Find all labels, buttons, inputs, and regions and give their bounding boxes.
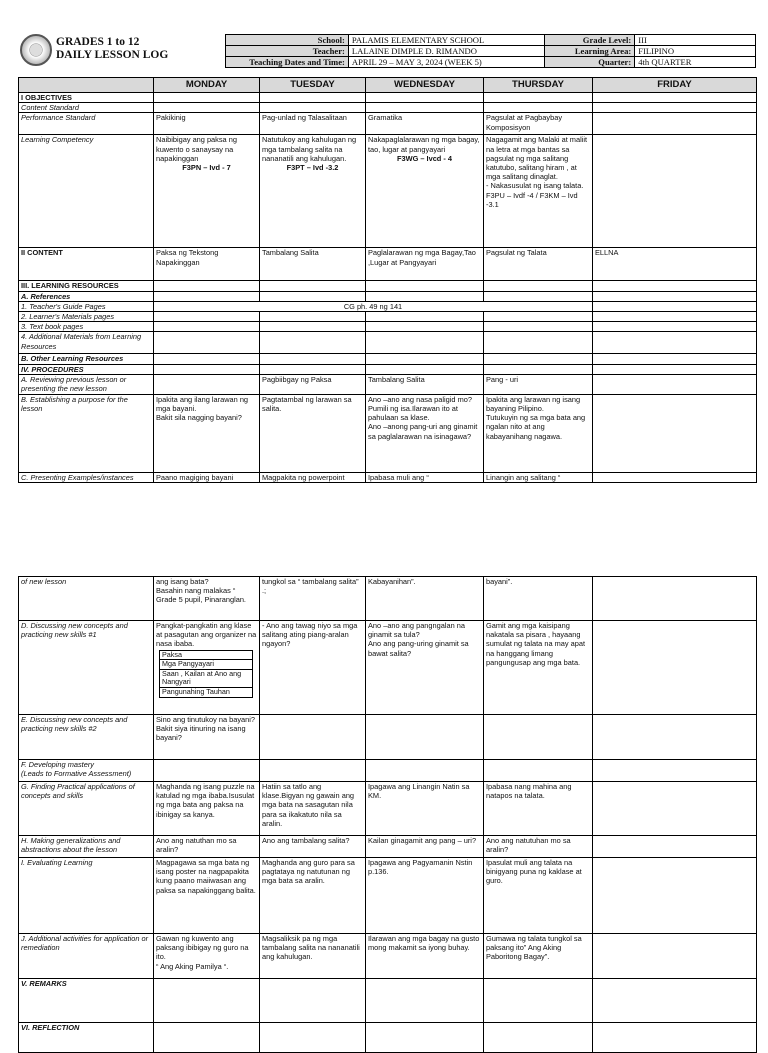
cell bbox=[593, 858, 757, 934]
cell: Magpagawa sa mga bata ng isang poster na nagpapakita kung paano maiiwasan ang paksa sa napakinggang balita. bbox=[154, 858, 260, 934]
day-thursday: THURSDAY bbox=[484, 78, 593, 93]
cell: Tambalang Salita bbox=[260, 248, 366, 281]
cell: Tambalang Salita bbox=[366, 374, 484, 394]
cell: CG ph. 49 ng 141 bbox=[154, 301, 593, 311]
cell: ELLNA bbox=[593, 248, 757, 281]
table-row bbox=[19, 103, 757, 113]
row-label: B. Establishing a purpose for the lesson bbox=[19, 394, 154, 472]
cell: Nagagamit ang Malaki at maliit na letra at mga bantas sa pagsulat ng mga salitang katutubo, salitang hiram , at mga salitang dinaglat. - Nakasusulat ng isang talata. F3PU – Ivdf -4 / F3KM – Ivd -3.1 bbox=[484, 135, 593, 248]
cell: Ilarawan ang mga bagay na gusto mong makamit sa iyong buhay. bbox=[366, 934, 484, 979]
section-resources: III. LEARNING RESOURCES bbox=[19, 281, 154, 291]
cell: Ano ang natutuhan mo sa aralin? bbox=[484, 836, 593, 858]
cell: Linangin ang salitang “ bbox=[484, 472, 593, 482]
row-label: 2. Learner's Materials pages bbox=[19, 312, 154, 322]
row-label: G. Finding Practical applications of concepts and skills bbox=[19, 782, 154, 836]
corner-cell bbox=[19, 78, 154, 93]
table-row bbox=[19, 934, 757, 979]
lesson-log-table-page2 bbox=[18, 576, 757, 1053]
cell bbox=[593, 782, 757, 836]
competency-code: F3WG – Ivcd - 4 bbox=[396, 153, 453, 163]
row-label: Content Standard bbox=[19, 103, 154, 113]
cell: Naibibigay ang paksa ng kuwento o sanaysay na napakinggan F3PN – Ivd - 7 bbox=[154, 135, 260, 248]
learning-area-value: FILIPINO bbox=[635, 46, 756, 57]
cell: Kailan ginagamit ang pang – uri? bbox=[366, 836, 484, 858]
section-reflection: VI. REFLECTION bbox=[19, 1023, 154, 1053]
cell bbox=[593, 135, 757, 248]
cell: Pagbiibgay ng Paksa bbox=[260, 374, 366, 394]
cell: Gumawa ng talata tungkol sa paksang ito” Ang Aking Paboritong Bagay”. bbox=[484, 934, 593, 979]
cell bbox=[593, 621, 757, 715]
row-label: A. Reviewing previous lesson or presenting the new lesson bbox=[19, 374, 154, 394]
cell: Magpakita ng powerpoint bbox=[260, 472, 366, 482]
cell bbox=[593, 715, 757, 760]
table-row bbox=[19, 715, 757, 760]
cell: - Ano ang tawag niyo sa mga salitang ating piang-aralan ngayon? bbox=[260, 621, 366, 715]
cell: Maghanda ang guro para sa pagtataya ng natutunan ng mga bata sa aralin. bbox=[260, 858, 366, 934]
cell: Maghanda ng isang puzzle na katulad ng mga ibaba.Isusulat ng mga bata ang paksa na ibinigay sa kanya. bbox=[154, 782, 260, 836]
section-content: II CONTENT bbox=[19, 248, 154, 281]
table-row bbox=[19, 113, 757, 135]
row-label: D. Discussing new concepts and practicing new skills #1 bbox=[19, 621, 154, 715]
cell: Pangkat-pangkatin ang klase at pasagutan ang organizer na nasa ibaba. Paksa Mga Pangyayari Saan , Kailan at Ano ang Nangyari Pangunahing Tauhan bbox=[154, 621, 260, 715]
table-row bbox=[19, 354, 757, 364]
header bbox=[18, 34, 756, 68]
quarter-value: 4th QUARTER bbox=[635, 57, 756, 68]
table-row bbox=[19, 577, 757, 621]
day-tuesday: TUESDAY bbox=[260, 78, 366, 93]
cell: Paano magiging bayani bbox=[154, 472, 260, 482]
grade-level-value: III bbox=[635, 35, 756, 46]
row-label: of new lesson bbox=[19, 577, 154, 621]
cell: Gramatika bbox=[366, 113, 484, 135]
day-friday: FRIDAY bbox=[593, 78, 757, 93]
row-label: 1. Teacher's Guide Pages bbox=[19, 301, 154, 311]
cell: Ano ang natuthan mo sa aralin? bbox=[154, 836, 260, 858]
cell: Pag-unlad ng Talasalitaan bbox=[260, 113, 366, 135]
table-row bbox=[19, 394, 757, 472]
cell: Hatiin sa tatlo ang klase.Bigyan ng gawain ang mga bata na sasagutan nila para sa ikakatuto nila sa aralin. bbox=[260, 782, 366, 836]
table-row bbox=[19, 281, 757, 291]
cell: Natutukoy ang kahulugan ng mga tambalang salita na nananatili ang kahulugan. F3PT – Ivd -3.2 bbox=[260, 135, 366, 248]
section-remarks: V. REMARKS bbox=[19, 979, 154, 1023]
cell: Pang - uri bbox=[484, 374, 593, 394]
section-objectives: I OBJECTIVES bbox=[19, 93, 154, 103]
lesson-log-table-page1 bbox=[18, 77, 757, 483]
cell: bayani”. bbox=[484, 577, 593, 621]
cell bbox=[154, 374, 260, 394]
dates-value: APRIL 29 – MAY 3, 2024 (WEEK 5) bbox=[348, 57, 544, 68]
row-label: Learning Competency bbox=[19, 135, 154, 248]
table-row bbox=[19, 836, 757, 858]
cell bbox=[484, 715, 593, 760]
row-label: A. References bbox=[19, 291, 154, 301]
cell bbox=[593, 836, 757, 858]
table-row bbox=[19, 135, 757, 248]
table-row bbox=[19, 248, 757, 281]
row-label: I. Evaluating Learning bbox=[19, 858, 154, 934]
row-label: H. Making generalizations and abstractions about the lesson bbox=[19, 836, 154, 858]
school-value: PALAMIS ELEMENTARY SCHOOL bbox=[348, 35, 544, 46]
table-row bbox=[19, 332, 757, 354]
quarter-label: Quarter: bbox=[545, 57, 635, 68]
cell: Pagtatambal ng larawan sa salita. bbox=[260, 394, 366, 472]
table-row bbox=[19, 322, 757, 332]
section-procedures: IV. PROCEDURES bbox=[19, 364, 154, 374]
cell: Gawan ng kuwento ang paksang ibibigay ng guro na ito. “ Ang Aking Pamilya “. bbox=[154, 934, 260, 979]
day-monday: MONDAY bbox=[154, 78, 260, 93]
table-row bbox=[19, 291, 757, 301]
table-row bbox=[19, 858, 757, 934]
dates-label: Teaching Dates and Time: bbox=[226, 57, 349, 68]
organizer-item: Mga Pangyayari bbox=[160, 660, 253, 670]
table-row bbox=[19, 760, 757, 782]
cell: ang isang bata? Basahin nang malakas “ Grade 5 pupil, Pinaranglan. bbox=[154, 577, 260, 621]
cell: Pagsulat ng Talata bbox=[484, 248, 593, 281]
day-wednesday: WEDNESDAY bbox=[366, 78, 484, 93]
organizer-item: Paksa bbox=[160, 650, 253, 660]
page-title: GRADES 1 to 12 DAILY LESSON LOG bbox=[56, 36, 169, 61]
cell: Paksa ng Tekstong Napakinggan bbox=[154, 248, 260, 281]
competency-code: F3PT – Ivd -3.2 bbox=[286, 163, 339, 173]
cell: Pakikinig bbox=[154, 113, 260, 135]
school-label: School: bbox=[226, 35, 349, 46]
cell: Ipakita ang larawan ng isang bayaning Pilipino. Tutukuyin ng sa mga bata ang ngalan nito at ang kabayanihang nagawa. bbox=[484, 394, 593, 472]
row-label: Performance Standard bbox=[19, 113, 154, 135]
cell bbox=[593, 374, 757, 394]
organizer-item: Pangunahing Tauhan bbox=[160, 687, 253, 697]
cell: Gamit ang mga kaisipang nakatala sa pisara , hayaang sumulat ng talata na may apat na hanggang limang pangungusap ang mga bata. bbox=[484, 621, 593, 715]
cell: Ipabasa muli ang “ bbox=[366, 472, 484, 482]
cell bbox=[260, 715, 366, 760]
cell: Ipasulat muli ang talata na binigyang puna ng kaklase at guro. bbox=[484, 858, 593, 934]
cell: Kabayanihan”. bbox=[366, 577, 484, 621]
teacher-value: LALAINE DIMPLE D. RIMANDO bbox=[348, 46, 544, 57]
cell: Magsaliksik pa ng mga tambalang salita na nananatili ang kahulugan. bbox=[260, 934, 366, 979]
cell: Ipabasa nang mahina ang natapos na talata. bbox=[484, 782, 593, 836]
teacher-label: Teacher: bbox=[226, 46, 349, 57]
cell bbox=[593, 577, 757, 621]
cell: tungkol sa “ tambalang salita” .; bbox=[260, 577, 366, 621]
info-table bbox=[225, 34, 756, 68]
cell: Ipagawa ang Pagyamanin Nstin p.136. bbox=[366, 858, 484, 934]
cell: Sino ang tinutukoy na bayani? Bakit siya itinuring na isang bayani? bbox=[154, 715, 260, 760]
organizer-item: Saan , Kailan at Ano ang Nangyari bbox=[160, 669, 253, 687]
row-label: J. Additional activities for application or remediation bbox=[19, 934, 154, 979]
cell bbox=[593, 394, 757, 472]
cell: Ipakita ang ilang larawan ng mga bayani. Bakit sila nagging bayani? bbox=[154, 394, 260, 472]
table-row bbox=[19, 621, 757, 715]
cell: Ano –ano ang pangngalan na ginamit sa tula? Ano ang pang-uring ginamit sa bawat salita? bbox=[366, 621, 484, 715]
table-row bbox=[19, 979, 757, 1023]
cell bbox=[593, 472, 757, 482]
row-label: 3. Text book pages bbox=[19, 322, 154, 332]
cell: Nakapaglalarawan ng mga bagay, tao, lugar at pangyayari F3WG – Ivcd - 4 bbox=[366, 135, 484, 248]
table-row bbox=[19, 93, 757, 103]
cell: Ipagawa ang Linangin Natin sa KM. bbox=[366, 782, 484, 836]
row-label: F. Developing mastery (Leads to Formative Assessment) bbox=[19, 760, 154, 782]
row-label: B. Other Learning Resources bbox=[19, 354, 154, 364]
cell bbox=[366, 715, 484, 760]
row-label: E. Discussing new concepts and practicing new skills #2 bbox=[19, 715, 154, 760]
cell bbox=[593, 113, 757, 135]
cell: Ano ang tambalang salita? bbox=[260, 836, 366, 858]
learning-area-label: Learning Area: bbox=[545, 46, 635, 57]
days-header-row bbox=[19, 78, 757, 93]
table-row bbox=[19, 1023, 757, 1053]
row-label: C. Presenting Examples/instances bbox=[19, 472, 154, 482]
cell: Ano –ano ang nasa paligid mo? Pumili ng isa.Ilarawan ito at pahulaan sa klase. Ano –anong pang-uri ang ginamit sa paglalarawan na isinagawa? bbox=[366, 394, 484, 472]
grade-level-label: Grade Level: bbox=[545, 35, 635, 46]
cell: Paglalarawan ng mga Bagay,Tao ,Lugar at Pangyayari bbox=[366, 248, 484, 281]
competency-code: F3PN – Ivd - 7 bbox=[182, 163, 231, 173]
table-row bbox=[19, 312, 757, 322]
table-row bbox=[19, 364, 757, 374]
table-row bbox=[19, 301, 757, 311]
cell: Pagsulat at Pagbaybay Komposisyon bbox=[484, 113, 593, 135]
table-row bbox=[19, 374, 757, 394]
table-row bbox=[19, 782, 757, 836]
deped-seal-icon bbox=[20, 34, 52, 66]
table-row bbox=[19, 472, 757, 482]
row-label: 4. Additional Materials from Learning Resources bbox=[19, 332, 154, 354]
graphic-organizer bbox=[159, 650, 253, 698]
cell bbox=[593, 934, 757, 979]
